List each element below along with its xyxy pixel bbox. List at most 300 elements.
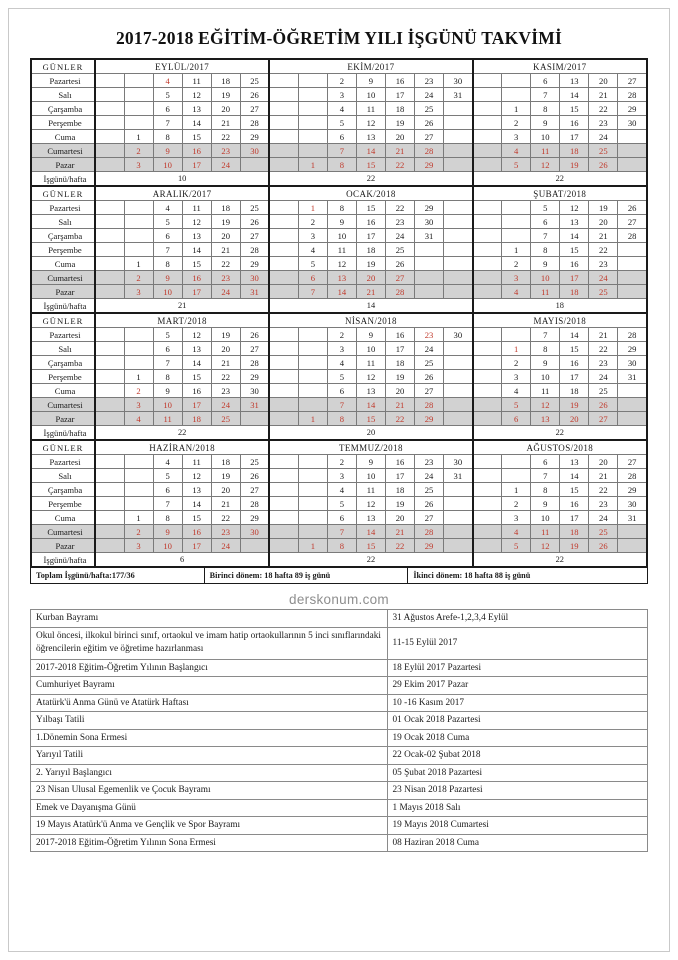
calendar-day-cell: 30 <box>618 116 647 130</box>
calendar-spacer-cell <box>473 539 502 553</box>
calendar-day-cell: 5 <box>327 116 356 130</box>
calendar-day-cell: 31 <box>444 88 473 102</box>
workdays-value: 22 <box>473 172 647 187</box>
calendar-day-cell: 21 <box>589 88 618 102</box>
calendar-spacer-cell <box>95 370 124 384</box>
calendar-day-cell <box>240 539 269 553</box>
calendar-day-cell: 8 <box>153 370 182 384</box>
gunler-header: GÜNLER <box>31 59 95 74</box>
calendar-day-cell: 14 <box>327 285 356 299</box>
calendar-day-cell <box>444 257 473 271</box>
calendar-day-cell: 12 <box>356 116 385 130</box>
calendar-spacer-cell <box>95 511 124 525</box>
calendar-day-cell <box>124 356 153 370</box>
calendar-day-cell: 17 <box>385 342 414 356</box>
calendar-spacer-cell <box>473 511 502 525</box>
workdays-label: İşgünü/hafta <box>31 426 95 441</box>
day-name-label: Salı <box>31 342 95 356</box>
calendar-spacer-cell <box>473 271 502 285</box>
calendar-day-cell: 3 <box>327 88 356 102</box>
calendar-day-cell <box>502 328 531 342</box>
calendar-day-cell: 1 <box>298 412 327 426</box>
calendar-spacer-cell <box>473 356 502 370</box>
calendar-day-cell: 11 <box>531 144 560 158</box>
calendar-day-cell: 3 <box>502 370 531 384</box>
calendar-day-cell: 1 <box>502 243 531 257</box>
calendar-grid-container <box>30 58 648 584</box>
calendar-day-cell: 24 <box>385 229 414 243</box>
calendar-day-cell: 13 <box>531 412 560 426</box>
calendar-spacer-cell <box>95 130 124 144</box>
calendar-day-cell: 5 <box>502 539 531 553</box>
weekday-row <box>31 74 647 88</box>
calendar-day-cell <box>618 398 647 412</box>
calendar-spacer-cell <box>95 243 124 257</box>
calendar-day-cell <box>444 215 473 229</box>
calendar-day-cell <box>618 243 647 257</box>
calendar-day-cell: 10 <box>356 469 385 483</box>
calendar-day-cell: 5 <box>502 398 531 412</box>
calendar-day-cell: 24 <box>415 88 444 102</box>
holiday-row <box>31 729 648 747</box>
calendar-day-cell: 3 <box>124 285 153 299</box>
calendar-day-cell: 18 <box>385 483 414 497</box>
calendar-day-cell: 7 <box>531 229 560 243</box>
calendar-day-cell: 22 <box>211 130 240 144</box>
workdays-value: 14 <box>269 299 472 314</box>
weekday-row <box>31 285 647 299</box>
calendar-day-cell: 14 <box>356 398 385 412</box>
calendar-day-cell: 10 <box>356 342 385 356</box>
calendar-day-cell <box>298 102 327 116</box>
calendar-spacer-cell <box>269 398 298 412</box>
calendar-day-cell <box>240 412 269 426</box>
calendar-day-cell: 22 <box>211 511 240 525</box>
calendar-day-cell: 17 <box>182 398 211 412</box>
calendar-day-cell: 20 <box>356 271 385 285</box>
calendar-day-cell <box>124 88 153 102</box>
calendar-day-cell: 4 <box>153 455 182 469</box>
month-title: ARALIK/2017 <box>95 186 269 201</box>
day-name-label: Salı <box>31 469 95 483</box>
calendar-day-cell: 17 <box>560 370 589 384</box>
calendar-day-cell: 28 <box>240 243 269 257</box>
calendar-spacer-cell <box>473 384 502 398</box>
calendar-day-cell: 21 <box>211 497 240 511</box>
holiday-date: 19 Ocak 2018 Cuma <box>387 729 647 747</box>
calendar-day-cell: 30 <box>240 144 269 158</box>
workdays-row <box>31 299 647 314</box>
holiday-name: 19 Mayıs Atatürk'ü Anma ve Gençlik ve Spor Bayramı <box>31 817 388 835</box>
calendar-day-cell: 3 <box>502 271 531 285</box>
calendar-day-cell: 24 <box>589 271 618 285</box>
calendar-day-cell: 16 <box>560 497 589 511</box>
calendar-day-cell <box>444 412 473 426</box>
calendar-spacer-cell <box>95 257 124 271</box>
calendar-day-cell: 26 <box>415 370 444 384</box>
calendar-day-cell: 25 <box>415 483 444 497</box>
calendar-spacer-cell <box>269 88 298 102</box>
calendar-day-cell <box>298 328 327 342</box>
calendar-day-cell: 17 <box>385 88 414 102</box>
calendar-day-cell <box>124 469 153 483</box>
calendar-spacer-cell <box>473 215 502 229</box>
calendar-day-cell: 27 <box>589 412 618 426</box>
calendar-spacer-cell <box>269 229 298 243</box>
calendar-day-cell: 21 <box>589 469 618 483</box>
calendar-spacer-cell <box>473 144 502 158</box>
calendar-day-cell: 23 <box>415 74 444 88</box>
calendar-day-cell: 13 <box>327 271 356 285</box>
calendar-day-cell: 8 <box>531 483 560 497</box>
calendar-day-cell: 9 <box>153 144 182 158</box>
calendar-day-cell: 30 <box>240 271 269 285</box>
workdays-row <box>31 172 647 187</box>
calendar-day-cell: 9 <box>356 328 385 342</box>
calendar-day-cell <box>298 370 327 384</box>
calendar-day-cell: 3 <box>502 511 531 525</box>
calendar-spacer-cell <box>473 102 502 116</box>
calendar-day-cell: 10 <box>531 271 560 285</box>
workdays-label: İşgünü/hafta <box>31 553 95 568</box>
calendar-day-cell: 14 <box>560 88 589 102</box>
calendar-day-cell: 29 <box>415 201 444 215</box>
day-name-label: Cumartesi <box>31 271 95 285</box>
holiday-name: Okul öncesi, ilkokul birinci sınıf, ortaokul ve imam hatip ortaokullarının 5 inci sınıflarındaki öğrencilerin eğitim ve öğretime hazırlanması <box>31 627 388 659</box>
holiday-date: 19 Mayıs 2018 Cumartesi <box>387 817 647 835</box>
calendar-day-cell: 10 <box>327 229 356 243</box>
calendar-day-cell <box>444 271 473 285</box>
calendar-day-cell: 19 <box>385 116 414 130</box>
calendar-day-cell: 19 <box>560 158 589 172</box>
weekday-row <box>31 525 647 539</box>
calendar-day-cell: 28 <box>618 328 647 342</box>
calendar-day-cell: 13 <box>182 483 211 497</box>
calendar-day-cell <box>502 88 531 102</box>
calendar-day-cell <box>124 116 153 130</box>
calendar-day-cell <box>298 130 327 144</box>
calendar-day-cell: 25 <box>589 285 618 299</box>
calendar-day-cell: 17 <box>182 539 211 553</box>
calendar-day-cell: 21 <box>385 398 414 412</box>
calendar-day-cell <box>502 455 531 469</box>
calendar-spacer-cell <box>269 130 298 144</box>
day-name-label: Pazartesi <box>31 455 95 469</box>
calendar-day-cell: 30 <box>618 356 647 370</box>
calendar-day-cell: 9 <box>531 116 560 130</box>
calendar-day-cell: 26 <box>589 398 618 412</box>
weekday-row <box>31 497 647 511</box>
calendar-spacer-cell <box>269 511 298 525</box>
term1-summary: Birinci dönem: 18 hafta 89 iş günü <box>204 568 408 584</box>
calendar-day-cell: 9 <box>153 384 182 398</box>
calendar-spacer-cell <box>95 116 124 130</box>
calendar-spacer-cell <box>95 271 124 285</box>
weekday-row <box>31 271 647 285</box>
day-name-label: Çarşamba <box>31 356 95 370</box>
holiday-name: Yılbaşı Tatili <box>31 712 388 730</box>
calendar-day-cell: 14 <box>182 356 211 370</box>
calendar-day-cell: 13 <box>356 384 385 398</box>
month-title: OCAK/2018 <box>269 186 472 201</box>
calendar-day-cell: 25 <box>211 412 240 426</box>
calendar-day-cell: 8 <box>153 130 182 144</box>
calendar-day-cell: 22 <box>589 243 618 257</box>
calendar-day-cell: 12 <box>182 215 211 229</box>
calendar-day-cell: 27 <box>240 229 269 243</box>
month-title: EKİM/2017 <box>269 59 472 74</box>
day-name-label: Çarşamba <box>31 483 95 497</box>
calendar-day-cell: 4 <box>327 102 356 116</box>
calendar-spacer-cell <box>473 88 502 102</box>
calendar-day-cell <box>618 539 647 553</box>
day-name-label: Cuma <box>31 130 95 144</box>
page-title: 2017-2018 EĞİTİM-ÖĞRETİM YILI İŞGÜNÜ TAKVİMİ <box>115 28 563 48</box>
calendar-day-cell <box>618 271 647 285</box>
calendar-day-cell: 23 <box>589 257 618 271</box>
calendar-day-cell: 31 <box>618 370 647 384</box>
calendar-spacer-cell <box>269 525 298 539</box>
calendar-day-cell: 30 <box>415 215 444 229</box>
calendar-day-cell: 21 <box>356 285 385 299</box>
calendar-day-cell: 5 <box>531 201 560 215</box>
calendar-spacer-cell <box>473 229 502 243</box>
holiday-date: 31 Ağustos Arefe-1,2,3,4 Eylül <box>387 610 647 628</box>
calendar-day-cell <box>415 257 444 271</box>
calendar-day-cell: 18 <box>211 201 240 215</box>
calendar-day-cell: 24 <box>211 158 240 172</box>
calendar-day-cell: 10 <box>153 539 182 553</box>
calendar-day-cell: 21 <box>589 229 618 243</box>
calendar-day-cell <box>618 285 647 299</box>
calendar-day-cell: 27 <box>618 215 647 229</box>
calendar-day-cell: 15 <box>356 158 385 172</box>
calendar-day-cell <box>444 130 473 144</box>
calendar-day-cell <box>444 229 473 243</box>
calendar-day-cell <box>444 525 473 539</box>
calendar-spacer-cell <box>95 497 124 511</box>
calendar-day-cell: 17 <box>560 130 589 144</box>
calendar-day-cell: 30 <box>444 74 473 88</box>
calendar-day-cell <box>444 243 473 257</box>
calendar-day-cell: 24 <box>415 469 444 483</box>
calendar-day-cell: 31 <box>240 285 269 299</box>
calendar-day-cell: 3 <box>502 130 531 144</box>
calendar-day-cell: 29 <box>415 539 444 553</box>
calendar-day-cell: 12 <box>560 201 589 215</box>
calendar-day-cell: 16 <box>385 328 414 342</box>
calendar-day-cell: 27 <box>385 271 414 285</box>
calendar-day-cell: 28 <box>618 229 647 243</box>
calendar-spacer-cell <box>473 328 502 342</box>
calendar-day-cell: 2 <box>124 525 153 539</box>
weekday-row <box>31 102 647 116</box>
calendar-day-cell: 10 <box>356 88 385 102</box>
calendar-day-cell: 9 <box>356 74 385 88</box>
calendar-day-cell: 6 <box>531 74 560 88</box>
calendar-day-cell: 11 <box>327 243 356 257</box>
total-workdays: Toplam İşgünü/hafta:177/36 <box>31 568 205 584</box>
calendar-day-cell: 4 <box>153 74 182 88</box>
calendar-day-cell: 27 <box>415 130 444 144</box>
calendar-day-cell: 9 <box>531 356 560 370</box>
holiday-name: 2017-2018 Eğitim-Öğretim Yılının Başlangıcı <box>31 659 388 677</box>
month-header-row <box>31 440 647 455</box>
calendar-day-cell: 2 <box>502 356 531 370</box>
workdays-value: 6 <box>95 553 269 568</box>
month-title: MAYIS/2018 <box>473 313 647 328</box>
calendar-day-cell: 21 <box>385 144 414 158</box>
calendar-day-cell: 10 <box>531 130 560 144</box>
calendar-day-cell <box>298 356 327 370</box>
calendar-day-cell <box>444 144 473 158</box>
calendar-day-cell <box>444 116 473 130</box>
calendar-day-cell: 10 <box>153 398 182 412</box>
calendar-day-cell: 15 <box>356 539 385 553</box>
calendar-day-cell: 23 <box>589 116 618 130</box>
calendar-day-cell: 21 <box>211 116 240 130</box>
calendar-day-cell: 11 <box>531 285 560 299</box>
calendar-day-cell: 18 <box>211 455 240 469</box>
calendar-spacer-cell <box>269 144 298 158</box>
calendar-day-cell: 27 <box>240 342 269 356</box>
calendar-day-cell: 20 <box>211 229 240 243</box>
holiday-row <box>31 782 648 800</box>
calendar-day-cell: 13 <box>182 342 211 356</box>
calendar-day-cell: 23 <box>589 497 618 511</box>
calendar-spacer-cell <box>269 285 298 299</box>
calendar-day-cell: 4 <box>502 285 531 299</box>
calendar-spacer-cell <box>95 539 124 553</box>
calendar-day-cell: 22 <box>385 412 414 426</box>
calendar-day-cell <box>444 285 473 299</box>
day-name-label: Pazar <box>31 412 95 426</box>
calendar-day-cell: 18 <box>211 74 240 88</box>
calendar-day-cell <box>124 74 153 88</box>
day-name-label: Pazar <box>31 539 95 553</box>
calendar-day-cell: 20 <box>211 102 240 116</box>
calendar-spacer-cell <box>269 356 298 370</box>
calendar-day-cell <box>444 342 473 356</box>
calendar-day-cell: 27 <box>415 384 444 398</box>
holiday-row <box>31 610 648 628</box>
calendar-day-cell: 29 <box>618 483 647 497</box>
calendar-day-cell <box>618 158 647 172</box>
calendar-day-cell: 3 <box>327 342 356 356</box>
calendar-day-cell: 3 <box>298 229 327 243</box>
calendar-day-cell: 13 <box>356 511 385 525</box>
workdays-value: 18 <box>473 299 647 314</box>
calendar-day-cell: 8 <box>531 342 560 356</box>
calendar-spacer-cell <box>95 158 124 172</box>
calendar-day-cell: 17 <box>182 158 211 172</box>
calendar-day-cell: 12 <box>182 328 211 342</box>
holiday-row <box>31 834 648 852</box>
calendar-day-cell: 19 <box>211 469 240 483</box>
calendar-day-cell: 16 <box>560 356 589 370</box>
calendar-spacer-cell <box>269 271 298 285</box>
calendar-day-cell: 1 <box>124 130 153 144</box>
calendar-day-cell: 21 <box>211 356 240 370</box>
calendar-day-cell: 23 <box>211 144 240 158</box>
calendar-day-cell: 8 <box>327 201 356 215</box>
calendar-day-cell: 26 <box>589 158 618 172</box>
calendar-day-cell: 24 <box>589 511 618 525</box>
calendar-day-cell: 6 <box>298 271 327 285</box>
calendar-day-cell: 24 <box>211 539 240 553</box>
calendar-day-cell <box>124 342 153 356</box>
calendar-day-cell: 10 <box>531 511 560 525</box>
calendar-spacer-cell <box>95 455 124 469</box>
calendar-day-cell: 23 <box>385 215 414 229</box>
holiday-name: Cumhuriyet Bayramı <box>31 677 388 695</box>
calendar-day-cell: 6 <box>327 384 356 398</box>
calendar-day-cell: 14 <box>182 497 211 511</box>
calendar-spacer-cell <box>473 398 502 412</box>
totals-row <box>31 568 648 584</box>
month-title: KASIM/2017 <box>473 59 647 74</box>
calendar-day-cell: 14 <box>182 116 211 130</box>
calendar-day-cell: 21 <box>385 525 414 539</box>
calendar-day-cell: 4 <box>153 201 182 215</box>
calendar-day-cell: 4 <box>124 412 153 426</box>
calendar-day-cell: 11 <box>356 102 385 116</box>
weekday-row <box>31 130 647 144</box>
calendar-day-cell <box>618 412 647 426</box>
calendar-day-cell: 2 <box>502 257 531 271</box>
calendar-day-cell: 19 <box>385 497 414 511</box>
watermark: derskonum.com <box>289 592 389 607</box>
calendar-day-cell: 20 <box>211 483 240 497</box>
calendar-spacer-cell <box>473 370 502 384</box>
calendar-day-cell: 11 <box>182 74 211 88</box>
calendar-day-cell <box>124 483 153 497</box>
calendar-day-cell: 7 <box>153 356 182 370</box>
calendar-day-cell: 17 <box>560 271 589 285</box>
calendar-day-cell <box>124 455 153 469</box>
calendar-day-cell: 23 <box>211 525 240 539</box>
calendar-day-cell: 6 <box>153 102 182 116</box>
calendar-spacer-cell <box>473 116 502 130</box>
month-title: EYLÜL/2017 <box>95 59 269 74</box>
calendar-day-cell: 26 <box>240 88 269 102</box>
calendar-spacer-cell <box>95 398 124 412</box>
day-name-label: Cumartesi <box>31 398 95 412</box>
calendar-day-cell <box>618 384 647 398</box>
calendar-day-cell: 14 <box>560 328 589 342</box>
calendar-day-cell: 12 <box>182 469 211 483</box>
calendar-day-cell: 15 <box>560 483 589 497</box>
day-name-label: Salı <box>31 88 95 102</box>
calendar-day-cell <box>298 455 327 469</box>
calendar-day-cell: 25 <box>385 243 414 257</box>
holiday-date: 1 Mayıs 2018 Salı <box>387 799 647 817</box>
calendar-day-cell: 11 <box>182 201 211 215</box>
calendar-day-cell: 30 <box>444 328 473 342</box>
calendar-spacer-cell <box>95 74 124 88</box>
calendar-day-cell: 3 <box>124 158 153 172</box>
calendar-day-cell: 4 <box>502 384 531 398</box>
calendar-day-cell: 28 <box>415 144 444 158</box>
calendar-spacer-cell <box>473 130 502 144</box>
calendar-day-cell: 6 <box>153 483 182 497</box>
month-header-row <box>31 59 647 74</box>
month-title: MART/2018 <box>95 313 269 328</box>
calendar-day-cell <box>298 88 327 102</box>
calendar-day-cell: 20 <box>589 455 618 469</box>
weekday-row <box>31 370 647 384</box>
calendar-day-cell: 4 <box>502 144 531 158</box>
